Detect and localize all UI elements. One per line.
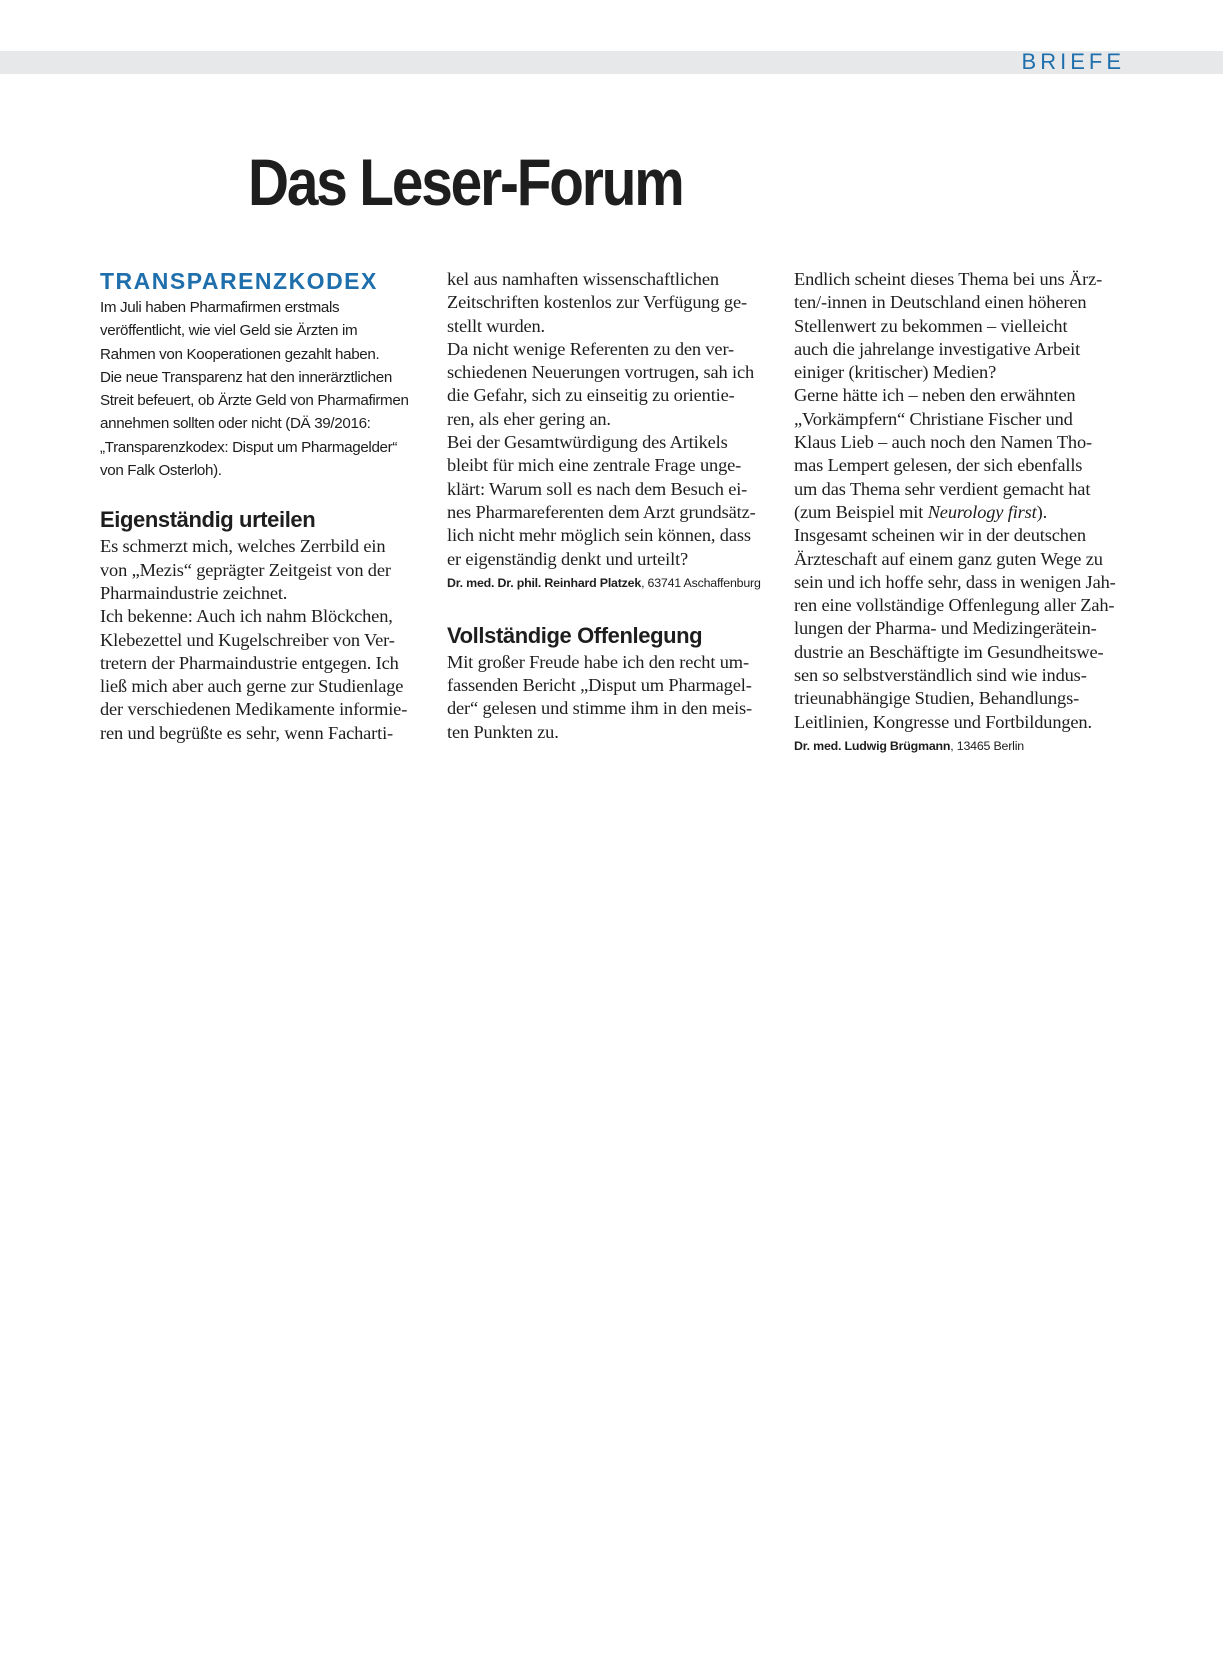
- text-line: ten/-innen in Deutschland einen höheren: [794, 292, 1087, 313]
- text-line: fassenden Bericht „Disput um Pharmagel-: [447, 675, 752, 696]
- text-line: um das Thema sehr verdient gemacht hat: [794, 478, 1091, 499]
- text-line: Klebezettel und Kugelschreiber von Ver-: [100, 629, 395, 650]
- text-line: stellt wurden.: [447, 315, 546, 336]
- text-line: schiedenen Neuerungen vortrugen, sah ich: [447, 362, 755, 383]
- letter-1-body-part-2: [447, 268, 779, 571]
- intro-line: Im Juli haben Pharmafirmen erstmals: [100, 299, 340, 316]
- intro-line: „Transparenzkodex: Disput um Pharmagelder“: [100, 438, 398, 456]
- text-line: Leitlinien, Kongresse und Fortbildungen.: [794, 711, 1092, 732]
- letter-1-body-part-1: [100, 535, 432, 745]
- text-line: sen so selbstverständlich sind wie indus-: [794, 665, 1087, 686]
- text-line: ren, als eher gering an.: [447, 408, 611, 429]
- intro-line: Rahmen von Kooperationen gezahlt haben.: [100, 345, 380, 363]
- example-suffix: ).: [1036, 501, 1048, 522]
- text-line: von „Mezis“ geprägter Zeitgeist von der: [100, 559, 391, 580]
- text-line: Ich bekenne: Auch ich nahm Blöckchen,: [100, 606, 393, 627]
- text-line: Zeitschriften kostenlos zur Verfügung ge-: [447, 292, 747, 313]
- text-line: bleibt für mich eine zentrale Frage unge-: [447, 455, 742, 476]
- text-line: Es schmerzt mich, welches Zerrbild ein: [100, 536, 386, 557]
- text-line: ren eine vollständige Offenlegung aller Zah-: [794, 595, 1115, 616]
- intro-line: veröffentlicht, wie viel Geld sie Ärzten im: [100, 322, 358, 340]
- text-line-with-journal: [794, 501, 1126, 524]
- intro-line: Die neue Transparenz hat den innerärztlichen: [100, 368, 392, 386]
- text-line: sein und ich hoffe sehr, dass in wenigen Jah-: [794, 571, 1116, 592]
- letter-2-author: Dr. med. Ludwig Brügmann: [794, 738, 951, 753]
- letter-2-body-part-1: [447, 651, 779, 744]
- text-line: auch die jahrelange investigative Arbeit: [794, 338, 1081, 359]
- letter-2-signature: [794, 737, 1126, 755]
- text-line: der verschiedenen Medikamente informie-: [100, 699, 408, 720]
- text-line: der“ gelesen und stimme ihm in den meis-: [447, 698, 753, 719]
- text-line: ließ mich aber auch gerne zur Studienlage: [100, 676, 404, 697]
- text-line: „Vorkämpfern“ Christiane Fischer und: [794, 408, 1073, 429]
- letter-1-location: , 63741 Aschaffenburg: [641, 575, 761, 590]
- text-line: Stellenwert zu bekommen – vielleicht: [794, 315, 1068, 336]
- text-line: ren und begrüßte es sehr, wenn Facharti-: [100, 722, 394, 743]
- topic-kicker: TRANSPARENZKODEX: [100, 268, 378, 294]
- letter-1-author: Dr. med. Dr. phil. Reinhard Platzek: [447, 575, 642, 590]
- text-line: tretern der Pharmaindustrie entgegen. Ich: [100, 652, 399, 673]
- intro-line: Streit befeuert, ob Ärzte Geld von Pharmafirmen: [100, 392, 409, 410]
- text-line: Bei der Gesamtwürdigung des Artikels: [447, 432, 728, 453]
- journal-title: Neurology first: [927, 501, 1037, 522]
- text-line: Pharmaindustrie zeichnet.: [100, 582, 288, 603]
- example-prefix: (zum Beispiel mit: [794, 501, 928, 522]
- letter-2-heading: Vollständige Offenlegung: [447, 622, 703, 648]
- text-line: mas Lempert gelesen, der sich ebenfalls: [794, 455, 1083, 476]
- column-3: [794, 268, 1126, 755]
- column-2: [447, 268, 779, 744]
- text-line: Mit großer Freude habe ich den recht um-: [447, 651, 749, 672]
- letter-1-heading: Eigenständig urteilen: [100, 507, 316, 533]
- text-line: klärt: Warum soll es nach dem Besuch ei-: [447, 478, 748, 499]
- text-line: lich nicht mehr möglich sein können, dass: [447, 525, 751, 546]
- section-label: BRIEFE: [1021, 49, 1125, 74]
- text-line: ten Punkten zu.: [447, 721, 559, 742]
- text-line: Endlich scheint dieses Thema bei uns Ärz-: [794, 269, 1103, 289]
- text-line: Ärzteschaft auf einem ganz guten Wege zu: [794, 548, 1103, 569]
- letter-1-signature: [447, 574, 779, 592]
- text-line: Gerne hätte ich – neben den erwähnten: [794, 385, 1076, 406]
- text-line: dustrie an Beschäftigte im Gesundheitswe-: [794, 641, 1104, 662]
- topic-intro: [100, 296, 432, 482]
- text-line: trieunabhängige Studien, Behandlungs-: [794, 688, 1080, 709]
- page-title: Das Leser-Forum: [248, 145, 683, 219]
- column-1: [100, 268, 432, 745]
- text-line: die Gefahr, sich zu einseitig zu orientie-: [447, 385, 735, 406]
- text-line: Da nicht wenige Referenten zu den ver-: [447, 338, 735, 359]
- letter-2-location: , 13465 Berlin: [950, 738, 1024, 753]
- intro-line: annehmen sollten oder nicht (DÄ 39/2016:: [100, 415, 371, 433]
- letter-2-body-part-2: [794, 268, 1126, 734]
- text-line: Insgesamt scheinen wir in der deutschen: [794, 525, 1086, 546]
- text-line: er eigenständig denkt und urteilt?: [447, 548, 689, 569]
- text-line: lungen der Pharma- und Medizingerätein-: [794, 618, 1097, 639]
- text-line: einiger (kritischer) Medien?: [794, 362, 997, 383]
- text-line: Klaus Lieb – auch noch den Namen Tho-: [794, 432, 1092, 453]
- intro-line: von Falk Osterloh).: [100, 462, 222, 480]
- text-line: nes Pharmareferenten dem Arzt grundsätz-: [447, 501, 756, 522]
- text-line: kel aus namhaften wissenschaftlichen: [447, 269, 719, 289]
